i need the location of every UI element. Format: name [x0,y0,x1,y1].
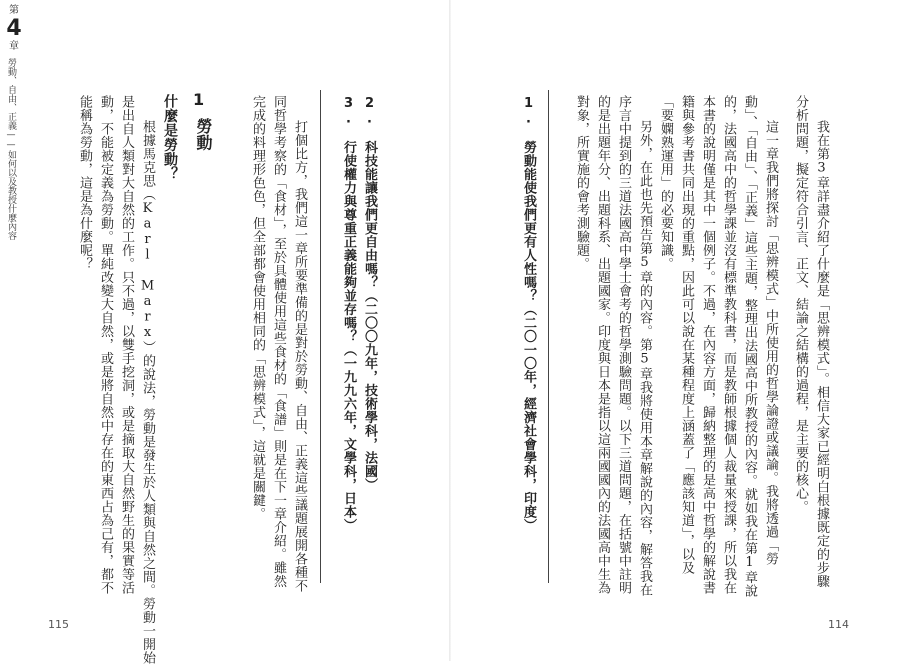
page-gutter [449,0,451,661]
text-column: 動，不能被定義為勞動。單純改變大自然，或是將自然中存在的東西占為己有，都不 [98,95,113,595]
text-column: 對象，所實施的會考測驗題。 [574,95,589,271]
text-column: 打個比方，我們這一章所要準備的是對於勞動、自由、正義這些議題展開各種不 [292,120,307,593]
text-column: 另外，在此也先預告第5章的內容。第5章我將使用本章解說的內容，解答我在 [637,120,652,597]
chapter-tab [3,5,25,53]
text-column: 序言中提到的三道法國高中學士會考的哲學測驗問題。以下三道問題，在括號中註明 [616,95,631,595]
text-column: 完成的料理形色色，但全部都會使用相同的「思辨模式」，這就是關鍵。 [250,95,265,521]
question-3: 3. 行使權力與尊重正義能夠並存嗎？（一九九六年，文學科，日本） [341,96,356,532]
text-column: 根據馬克思（Karl Marx）的說法，勞動是發生於人類與自然之間。勞動一開始 [140,120,155,665]
question-rule [548,90,549,583]
text-column: 動」、「自由」、「正義」這些主題，整理出法國高中所教授的內容。就如我在第1章說 [742,95,757,598]
page-number-right: 114 [828,618,849,631]
text-column: 分析問題，擬定符合引言、正文、結論之結構的過程，是主要的核心。 [793,95,808,514]
chapter-number: 4 [6,16,22,41]
text-column: 籍與參考書共同出現的重點，因此可以說在某種程度上涵蓋了「應該知道」，以及 [679,95,694,575]
text-column: 能稱為勞動，這是為什麼呢？ [77,95,92,271]
text-column: 是出自人類對大自然的工作。只不過，以雙手挖洞，或是摘取大自然野生的果實等活 [119,95,134,595]
text-column: 的，法國高中的哲學課並沒有標準教科書，而是教師根據個人裁量來授課，所以我在 [721,95,736,595]
text-column: 同哲學考察的「食材」，至於具體使用這些食材的「食譜」則是在下一章介紹。雖然 [271,95,286,588]
section-number: 1 [193,90,205,109]
text-column: 我在第3章詳盡介紹了什麼是「思辨模式」。相信大家已經明白根據既定的步驟 [814,120,829,588]
question-2: 2. 科技能讓我們更自由嗎？（二〇〇九年，技術學科，法國） [362,96,377,492]
text-column: 「要嫻熟運用」的必要知識。 [658,95,673,271]
question-1: 1. 勞動能使我們更有人性嗎？（二〇一〇年，經濟社會學科，印度） [521,96,536,532]
text-column: 的是出題年分、出題科系、出題國家。印度與日本是指以這兩國國內的法國高中生為 [595,95,610,595]
chapter-label-top: 第 [9,5,19,16]
question-rule [320,90,321,583]
chapter-running-title: 勞動、自由、正義——如何以及教授什麼內容 [6,58,16,240]
section-title: 勞動 [194,118,213,151]
text-column: 這一章我們將探討「思辨模式」中所使用的哲學論證或議論。我將透過「勞 [763,120,778,566]
chapter-label-bottom: 章 [9,41,19,52]
subsection-title: 什麼是勞動？ [162,94,178,181]
page-number-left: 115 [48,618,69,631]
text-column: 本書的說明僅是其中一個例子。不過，在內容方面，歸納整理的是高中哲學的解說書 [700,95,715,595]
